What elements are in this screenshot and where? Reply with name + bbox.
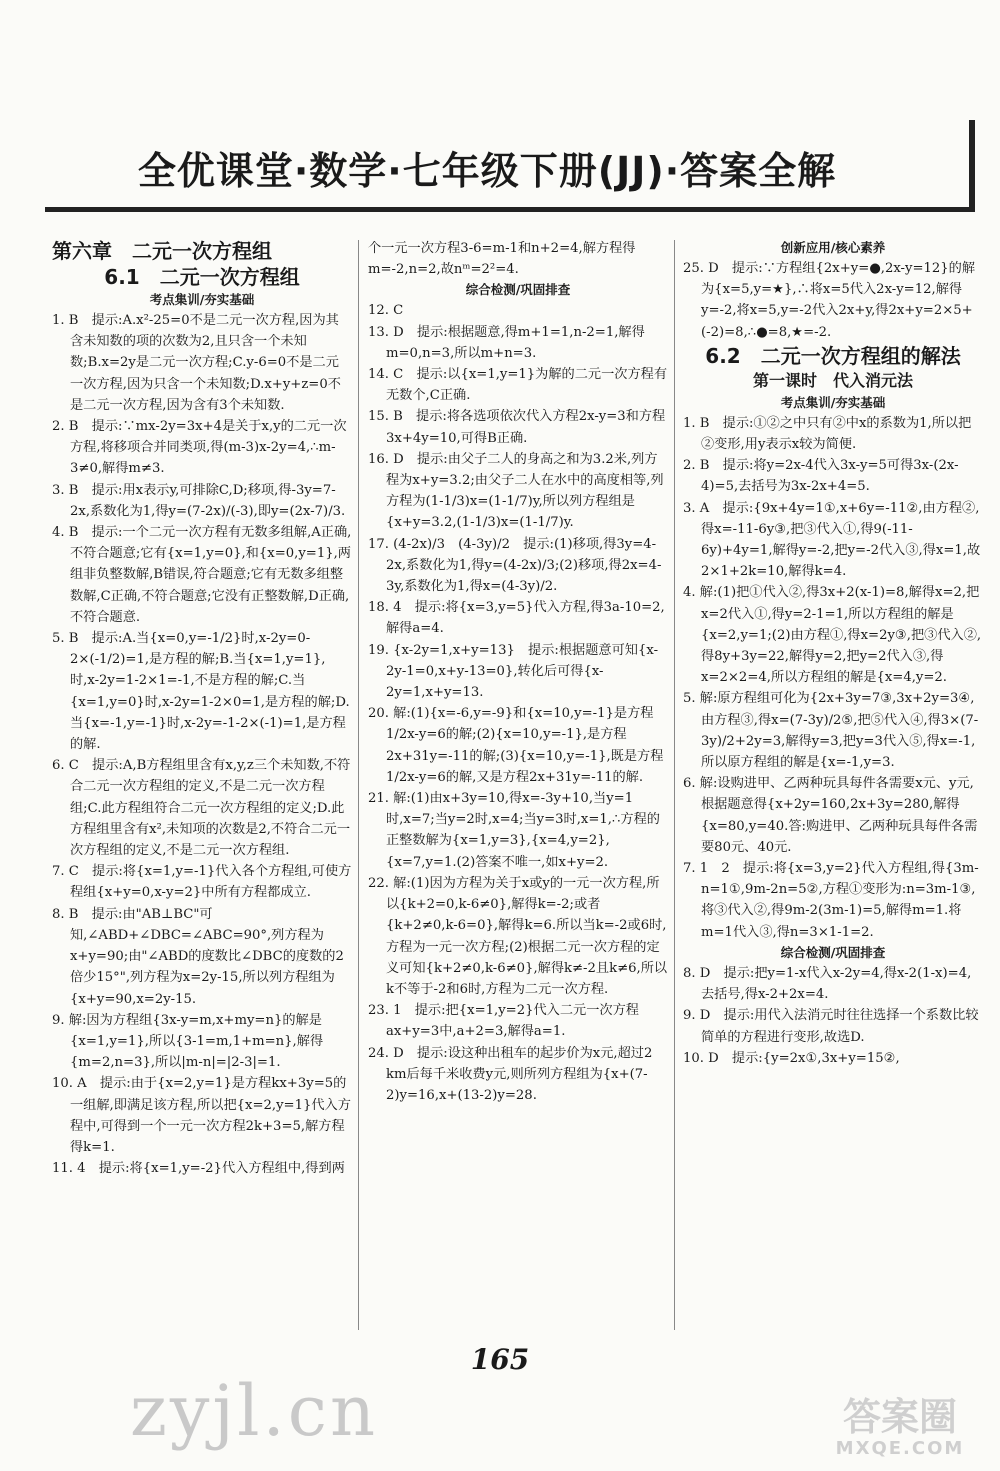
- answer-item-continued: 个一元一次方程3-6=m-1和n+2=4,解方程得m=-2,n=2,故nᵐ=2²=4.: [368, 241, 636, 278]
- answer-item: 6. 解:设购进甲、乙两种玩具每件各需要x元、y元,根据题意得{x+2y=160,2x+3y=280,解得{x=80,y=40.答:购进甲、乙两种玩具每件各需要80元、40元.: [683, 776, 978, 855]
- answer-item: 18. 4 提示:将{x=3,y=5}代入方程,得3a-10=2,解得a=4.: [368, 600, 665, 637]
- answer-item: 10. A 提示:由于{x=2,y=1}是方程kx+3y=5的一组解,即满足该方程,所以把{x=2,y=1}代入方程中,可得到一个一元一次方程2k+3=5,解方程得k=1.: [52, 1076, 351, 1155]
- column-divider: [358, 240, 359, 1330]
- page-top-margin: [0, 0, 1000, 120]
- answer-item: 7. 1 2 提示:将{x=3,y=2}代入方程组,得{3m-n=1①,9m-2n=5②,方程①变形为:n=3m-1③,将③代入②,得9m-2(3m-1)=5,解得m=1.将m=1代入③,得n=3×1-1=2.: [683, 861, 979, 940]
- subsection-band: 综合检测/巩固排查: [780, 944, 886, 960]
- answer-item: 1. B 提示:A.x²-25=0不是二元一次方程,因为其含未知数的项的次数为2,且只含一个未知数;B.x=2y是二元一次方程;C.y-6=0不是二元一次方程,因为只含一个未知数;D.x+y+z=0不是二元一次方程,因为含有3个未知数.: [52, 313, 341, 413]
- watermark-text: 答案圈: [842, 1395, 957, 1439]
- subsection-band: 创新应用/核心素养: [780, 240, 886, 255]
- column-divider: [674, 240, 675, 1330]
- answer-item: 4. B 提示:一个二元一次方程有无数多组解,A正确,不符合题意;它有{x=1,y=0},和{x=0,y=1},两组非负整数解,B错误,符合题意;它有无数多组整数解,C正确,不符合题意;它没有正整数解,D正确,不符合题意.: [52, 525, 352, 625]
- lesson-heading: 第一课时 代入消元法: [752, 370, 913, 390]
- answer-item: 19. {x-2y=1,x+y=13} 提示:根据题意可知{x-2y-1=0,x+y-13=0},转化后可得{x-2y=1,x+y=13.: [368, 642, 659, 701]
- answer-item: 21. 解:(1)由x+3y=10,得x=-3y+10,当y=1时,x=7;当y=2时,x=4;当y=3时,x=1,∴方程的正整数解为{x=1,y=3},{x=4,y=2},{x=7,y=1.(2)答案不唯一,如x+y=2.: [368, 791, 660, 870]
- answer-item: 11. 4 提示:将{x=1,y=-2}代入方程组中,得到两: [52, 1161, 345, 1177]
- column-2: [368, 238, 668, 1106]
- answer-item: 1. B 提示:①②之中只有②中x的系数为1,所以把②变形,用y表示x较为简便.: [683, 415, 972, 453]
- answer-item: 4. 解:(1)把①代入②,得3x+2(x-1)=8,解得x=2,把x=2代入①,得y=2-1=1,所以方程组的解是{x=2,y=1;(2)由方程①,得x=2y③,把③代入②,得8y+3y=22,解得y=2,把y=2代入③,得x=2×2=4,所以方程组的解是{x=4,y=2.: [683, 585, 982, 686]
- page-number: 165: [470, 1343, 530, 1376]
- answer-item: 5. 解:原方程组可化为{2x+3y=7③,3x+2y=3④,由方程③,得x=(7-3y)/2⑤,把⑤代入④,得3×(7-3y)/2+2y=3,解得y=3,把y=3代入⑤,得x=-1,所以原方程组的解是{x=-1,y=3.: [683, 691, 979, 771]
- answer-item: 5. B 提示:A.当{x=0,y=-1/2}时,x-2y=0-2×(-1/2)=1,是方程的解;B.当{x=1,y=1},时,x-2y=1-2×1=-1,不是方程的解;C.当{x=1,y=0}时,x-2y=1-2×0=1,是方程的解;D.当{x=-1,y=-1}时,x-2y=-1-2×(-1)=1,是方程的解.: [52, 631, 350, 753]
- answer-item: 12. C: [368, 303, 404, 319]
- answer-item: 23. 1 提示:把{x=1,y=2}代入二元一次方程ax+y=3中,a+2=3,解得a=1.: [368, 1003, 639, 1040]
- subsection-band: 考点集训/夯实基础: [149, 292, 255, 307]
- answer-item: 25. D 提示:∵方程组{2x+y=●,2x-y=12}的解为{x=5,y=★},∴将x=5代入2x-y=12,解得y=-2,将x=5,y=-2代入2x+y,得2x+y=2×5+(-2)=8,∴●=8,★=-2.: [683, 261, 976, 340]
- section-heading: 6.1 二元一次方程组: [104, 265, 300, 289]
- answer-item: 17. (4-2x)/3 (4-3y)/2 提示:(1)移项,得3y=4-2x,系数化为1,得y=(4-2x)/3;(2)移项,得2x=4-3y,系数化为1,得x=(4-3y)/2.: [368, 536, 662, 595]
- answer-item: 14. C 提示:以{x=1,y=1}为解的二元一次方程有无数个,C正确.: [368, 367, 668, 404]
- answer-item: 22. 解:(1)因为方程为关于x或y的一元一次方程,所以{k+2=0,k-6≠0},解得k=-2;或者{k+2≠0,k-6=0},解得k=6.所以当k=-2或6时,方程为一元一次方程;(2)根据二元一次方程的定义可知{k+2≠0,k-6≠0},解得k≠-2且k≠6,所以k不等于-2和6时,方程为二元一次方程.: [368, 875, 668, 997]
- answer-item: 10. D 提示:{y=2x①,3x+y=15②,: [683, 1050, 900, 1066]
- answer-item: 3. A 提示:{9x+4y=1①,x+6y=-11②,由方程②,得x=-11-6y③,把③代入①,得9(-11-6y)+4y=1,解得y=-2,把y=-2代入③,得x=1,故2×1+2k=10,解得k=4.: [683, 500, 981, 580]
- answer-item: 24. D 提示:设这种出租车的起步价为x元,超过2 km后每千米收费y元,则所列方程组为{x+(7-2)y=16,x+(13-2)y=28.: [368, 1045, 653, 1103]
- section-heading: 6.2 二元一次方程组的解法: [705, 343, 961, 368]
- answer-item: 15. B 提示:将各选项依次代入方程2x-y=3和方程3x+4y=10,可得B正确.: [368, 409, 666, 446]
- answer-item: 7. C 提示:将{x=1,y=-1}代入各个方程组,可使方程组{x+y=0,x-y=2}中所有方程都成立.: [52, 864, 352, 901]
- column-1: [52, 238, 352, 1179]
- answer-item: 8. D 提示:把y=1-x代入x-2y=4,得x-2(1-x)=4,去括号,得x-2+2x=4.: [683, 965, 972, 1003]
- answer-item: 2. B 提示:将y=2x-4代入3x-y=5可得3x-(2x-4)=5,去括号为3x-2x+4=5.: [683, 458, 959, 495]
- answer-item: 20. 解:(1){x=-6,y=-9}和{x=10,y=-1}是方程1/2x-y=6的解;(2){x=10,y=-1},是方程2x+31y=-11的解;(3){x=10,y=-1},既是方程1/2x-y=6的解,又是方程2x+31y=-11的解.: [368, 706, 664, 785]
- page-header: [45, 120, 975, 212]
- answer-item: 3. B 提示:用x表示y,可排除C,D;移项,得-3y=7-2x,系数化为1,得y=(7-2x)/(-3),即y=(2x-7)/3.: [52, 482, 346, 519]
- answer-item: 13. D 提示:根据题意,得m+1=1,n-2=1,解得m=0,n=3,所以m+n=3.: [368, 324, 645, 361]
- subsection-band: 综合检测/巩固排查: [465, 282, 571, 298]
- chapter-heading: 第六章 二元一次方程组: [52, 239, 272, 263]
- subsection-band: 考点集训/夯实基础: [780, 394, 886, 410]
- watermark-logo-left: zyjl.cn: [130, 1370, 379, 1452]
- answer-item: 2. B 提示:∵mx-2y=3x+4是关于x,y的二元一次方程,将移项合并同类项,得(m-3)x-2y=4,∴m-3≠0,解得m≠3.: [52, 419, 347, 477]
- page-title: 全优课堂·数学·七年级下册(JJ)·答案全解: [137, 149, 837, 193]
- column-3: [683, 238, 983, 1069]
- answer-item: 9. 解:因为方程组{3x-y=m,x+my=n}的解是{x=1,y=1},所以{3-1=m,1+m=n},解得{m=2,n=3},所以|m-n|=|2-3|=1.: [52, 1012, 324, 1071]
- watermark-logo-right: [815, 1396, 985, 1466]
- answer-item: 8. B 提示:由"AB⊥BC"可知,∠ABD+∠DBC=∠ABC=90°,列方程为x+y=90;由"∠ABD的度数比∠DBC的度数的2倍少15°",列方程为x=2y-15,所以列方程组为{x+y=90,x=2y-15.: [52, 906, 344, 1007]
- watermark-url: MXQE.COM: [835, 1438, 965, 1459]
- answer-item: 9. D 提示:用代入法消元时往往选择一个系数比较简单的方程进行变形,故选D.: [683, 1008, 979, 1045]
- answer-item: 6. C 提示:A,B方程组里含有x,y,z三个未知数,不符合二元一次方程组的定义,不是二元一次方程组;C.此方程组符合二元一次方程组的定义;D.此方程组里含有x²,未知项的次数是2,不符合二元一次方程组的定义,不是二元一次方程组.: [52, 758, 351, 859]
- answer-item: 16. D 提示:由父子二人的身高之和为3.2米,列方程为x+y=3.2;由父子二人在水中的高度相等,列方程为(1-1/3)x=(1-1/7)y,所以列方程组是{x+y=3.2,(1-1/3)x=(1-1/7)y.: [368, 451, 664, 531]
